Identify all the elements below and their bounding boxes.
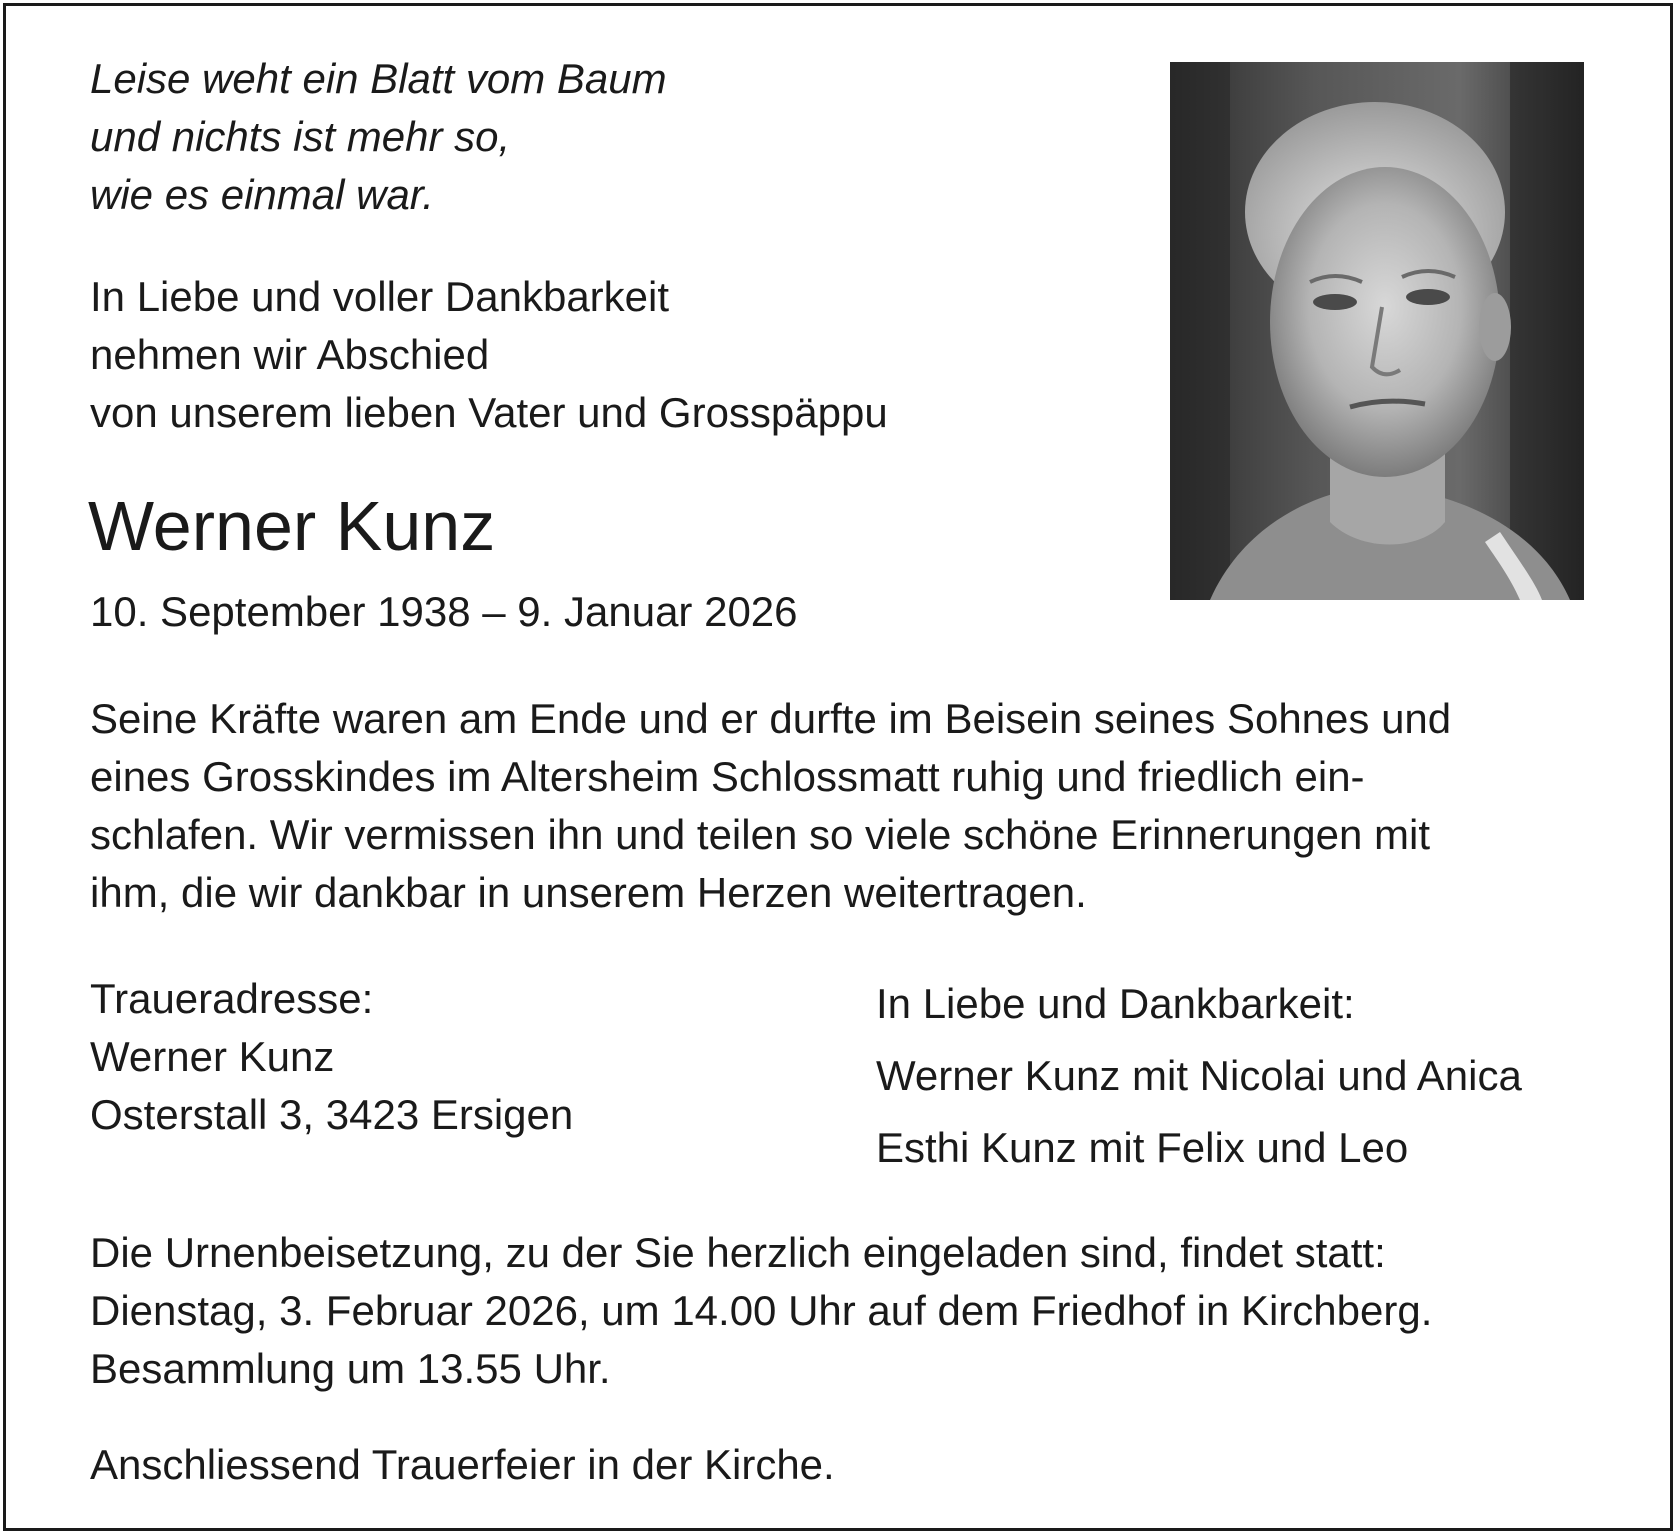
body-line: schlafen. Wir vermissen ihn und teilen so viele schöne Erinnerungen mit <box>90 811 1431 858</box>
service-line: Besammlung um 13.55 Uhr. <box>90 1345 611 1392</box>
portrait-photo <box>1170 62 1584 600</box>
poem-line: und nichts ist mehr so, <box>90 113 511 160</box>
family-line: In Liebe und Dankbarkeit: <box>876 980 1355 1027</box>
mourning-address <box>90 970 573 1144</box>
poem <box>90 50 667 224</box>
intro <box>90 268 888 442</box>
service-details <box>90 1224 1432 1398</box>
service-line: Dienstag, 3. Februar 2026, um 14.00 Uhr auf dem Friedhof in Kirchberg. <box>90 1287 1433 1334</box>
body-paragraph <box>90 690 1451 922</box>
poem-line: wie es einmal war. <box>90 171 434 218</box>
intro-line: In Liebe und voller Dankbarkeit <box>90 273 670 320</box>
family-line: Werner Kunz mit Nicolai und Anica <box>876 1052 1522 1099</box>
family-signature <box>876 968 1522 1184</box>
address-line: Werner Kunz <box>90 1033 335 1080</box>
address-line: Traueradresse: <box>90 975 374 1022</box>
closing-line: Anschliessend Trauerfeier in der Kirche. <box>90 1441 835 1488</box>
service-line: Die Urnenbeisetzung, zu der Sie herzlich eingeladen sind, findet statt: <box>90 1229 1386 1276</box>
body-line: ihm, die wir dankbar in unserem Herzen weitertragen. <box>90 869 1087 916</box>
poem-line: Leise weht ein Blatt vom Baum <box>90 55 667 102</box>
intro-line: von unserem lieben Vater und Grosspäppu <box>90 389 888 436</box>
intro-line: nehmen wir Abschied <box>90 331 490 378</box>
life-dates: 10. September 1938 – 9. Januar 2026 <box>90 588 798 635</box>
closing-note <box>90 1436 835 1494</box>
family-line: Esthi Kunz mit Felix und Leo <box>876 1124 1409 1171</box>
body-line: Seine Kräfte waren am Ende und er durfte im Beisein seines Sohnes und <box>90 695 1452 742</box>
portrait-image <box>1170 62 1584 600</box>
address-line: Osterstall 3, 3423 Ersigen <box>90 1091 574 1138</box>
body-line: eines Grosskindes im Altersheim Schlossmatt ruhig und friedlich ein- <box>90 753 1365 800</box>
deceased-name: Werner Kunz <box>88 487 496 565</box>
